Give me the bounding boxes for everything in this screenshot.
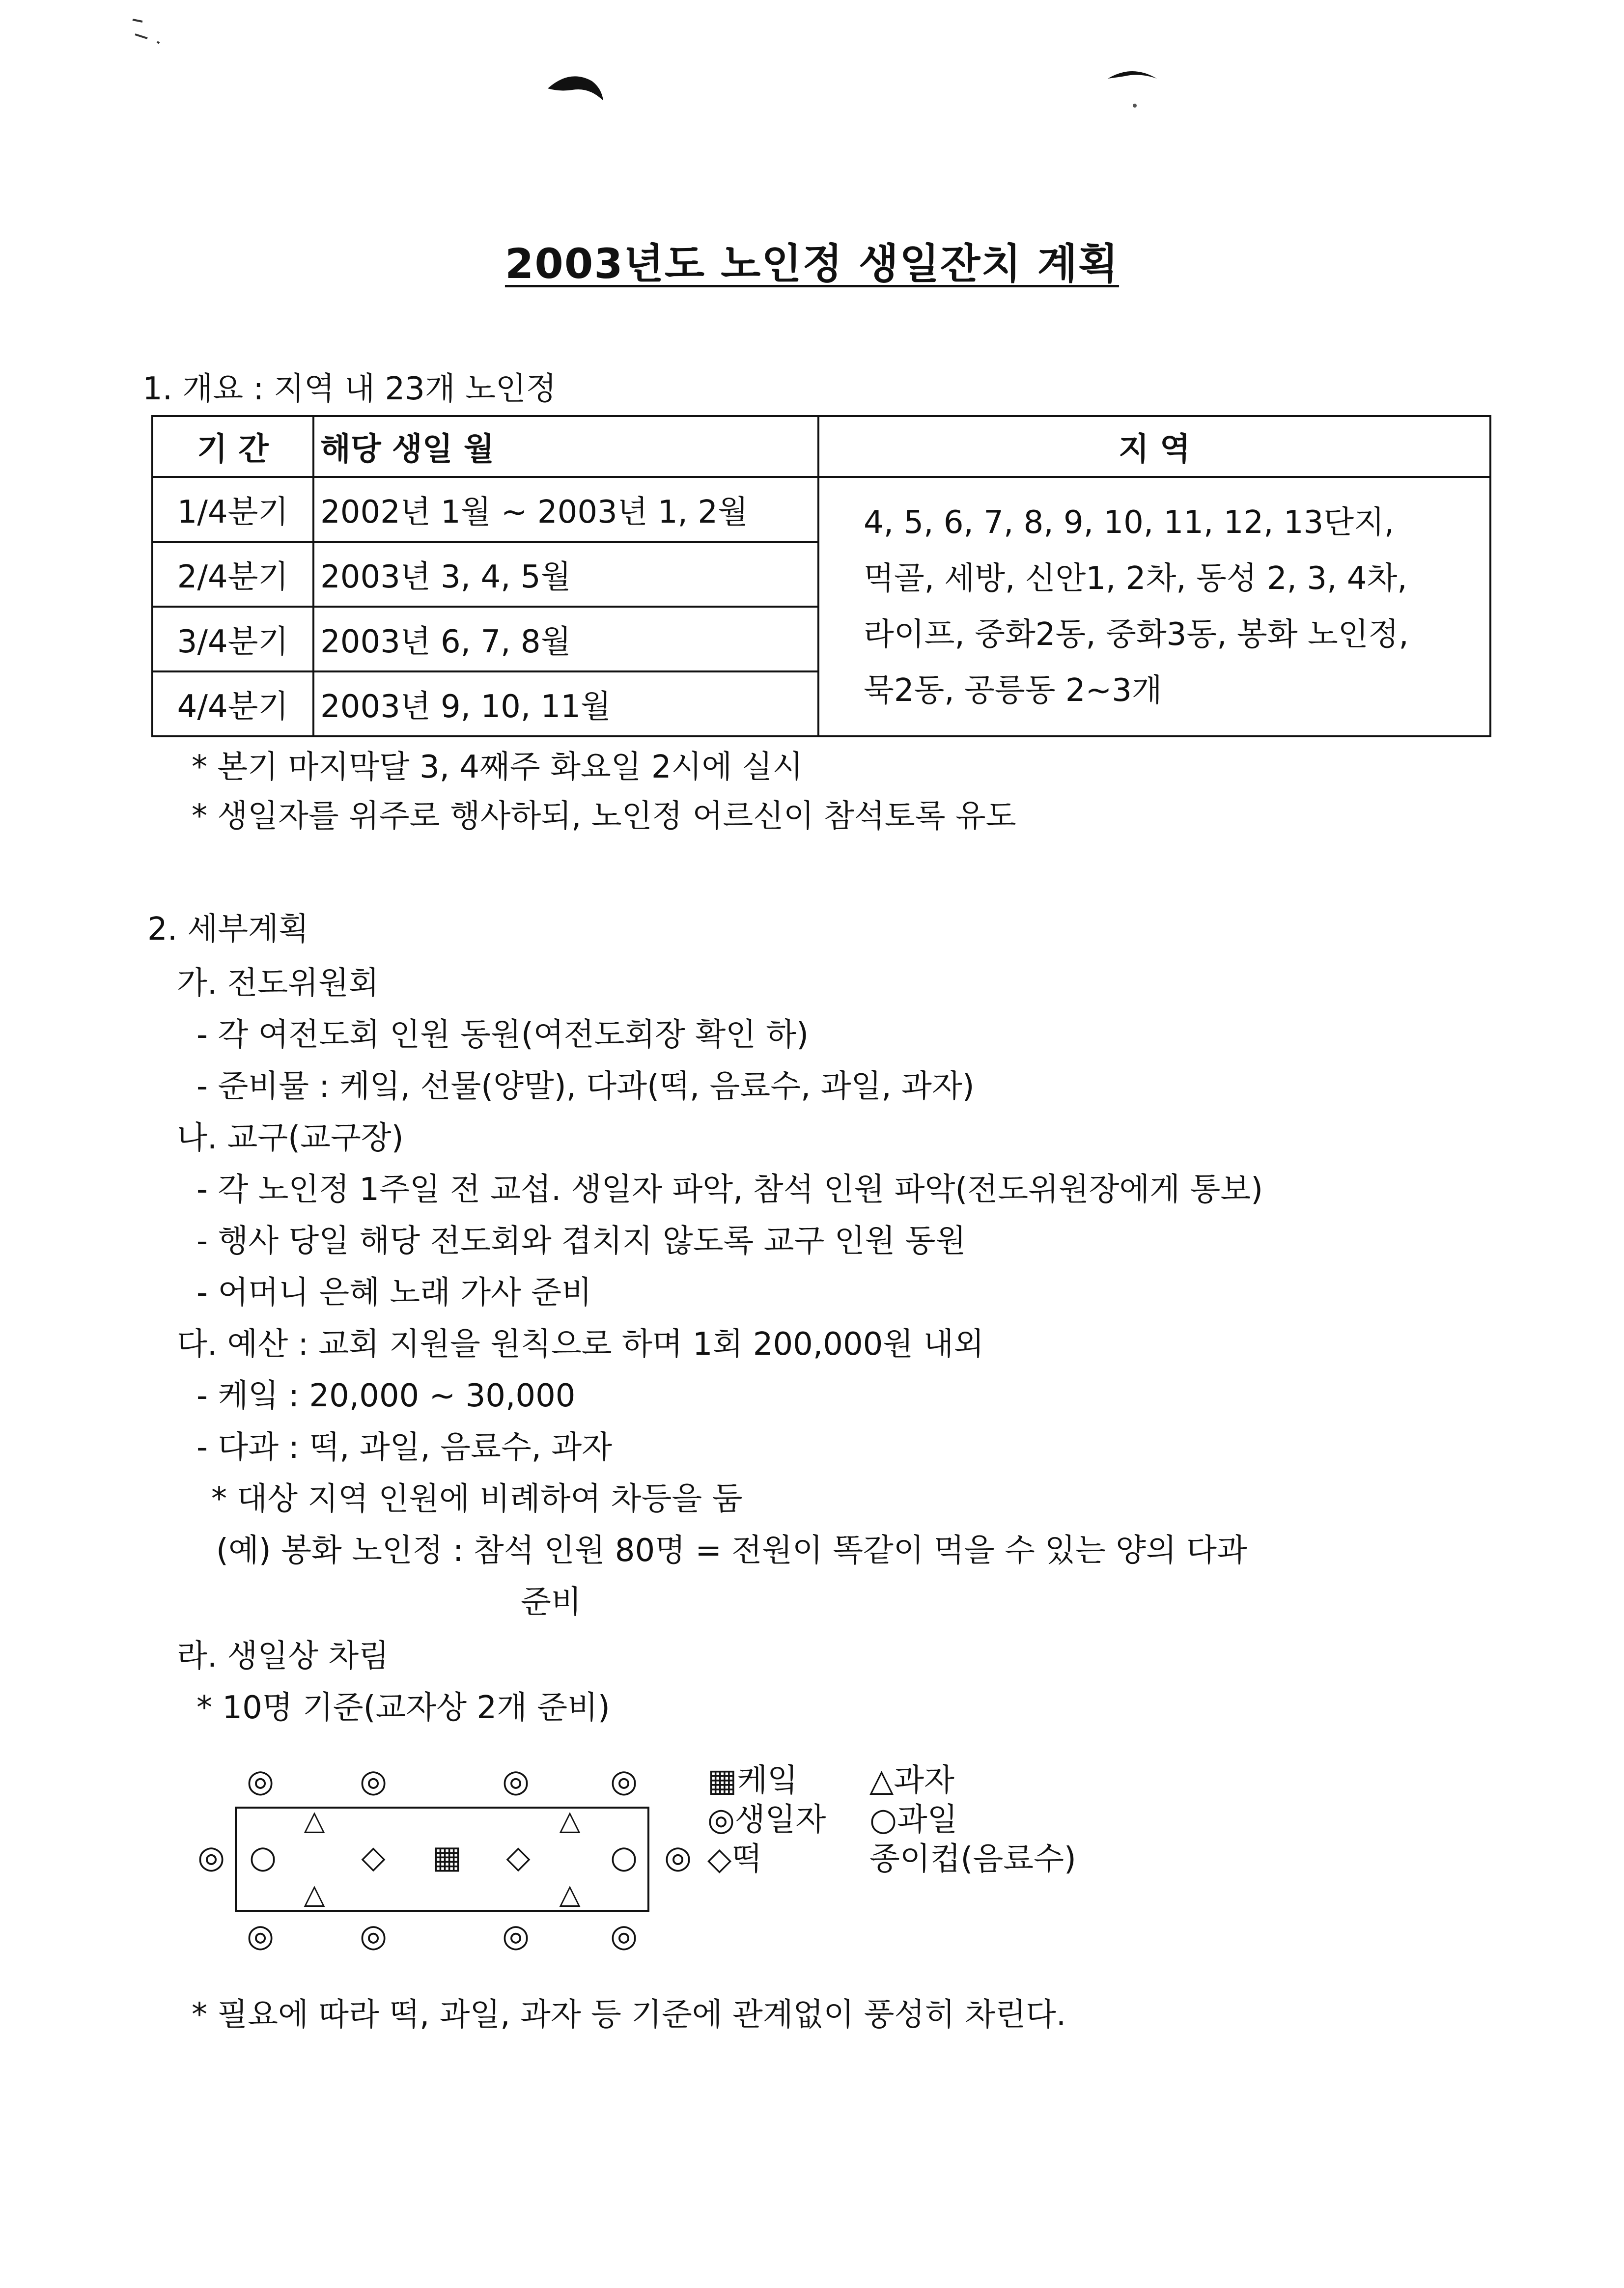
- birthday-person-seat: ◎: [197, 1839, 225, 1876]
- table-setting-diagram: [192, 1761, 698, 1957]
- months-cell: 2003년 3, 4, 5월: [313, 542, 818, 607]
- list-item: - 케잌 : 20,000 ~ 30,000: [196, 1378, 576, 1414]
- birthday-person-seat: ◎: [664, 1839, 692, 1876]
- birthday-person-seat: ◎: [360, 1918, 387, 1954]
- months-cell: 2003년 9, 10, 11월: [313, 671, 818, 736]
- header-period: 기 간: [152, 416, 313, 477]
- cake-symbol: ▦: [432, 1839, 462, 1876]
- subsection-heading: 다. 예산 : 교회 지원을 원칙으로 하며 1회 200,000원 내외: [177, 1326, 984, 1363]
- months-cell: 2003년 6, 7, 8월: [313, 607, 818, 671]
- list-item: - 각 여전도회 인원 동원(여전도회장 확인 하): [196, 1017, 809, 1053]
- binder-mark-left: [545, 66, 609, 106]
- snack-symbol: △: [559, 1878, 581, 1911]
- subsection-heading: 라. 생일상 차림: [177, 1638, 389, 1674]
- budget-note: * 대상 지역 인원에 비례하여 차등을 둠: [211, 1481, 743, 1517]
- budget-example: (예) 봉화 노인정 : 참석 인원 80명 = 전원이 똑같이 먹을 수 있는 양의 다과: [216, 1533, 1247, 1569]
- birthday-person-seat: ◎: [360, 1763, 387, 1800]
- table-row: [152, 477, 1490, 542]
- snack-symbol: △: [304, 1878, 325, 1911]
- region-line: 먹골, 세방, 신안1, 2차, 동성 2, 3, 4차,: [864, 560, 1407, 597]
- region-cell: [818, 477, 1490, 736]
- legend-paper-cup: 종이컵(음료수): [869, 1841, 1076, 1877]
- subsection-heading: 나. 교구(교구장): [177, 1120, 404, 1156]
- fruit-symbol: ○: [610, 1839, 638, 1876]
- legend-row: [707, 1840, 1076, 1879]
- birthday-person-seat: ◎: [502, 1763, 530, 1800]
- period-cell: 2/4분기: [152, 542, 313, 607]
- overview-note: * 본기 마지막달 3, 4째주 화요일 2시에 실시: [192, 749, 803, 785]
- overview-note: * 생일자를 위주로 행사하되, 노인정 어르신이 참석토록 유도: [192, 798, 1016, 835]
- period-cell: 3/4분기: [152, 607, 313, 671]
- birthday-person-seat: ◎: [247, 1763, 274, 1800]
- list-item: - 각 노인정 1주일 전 교섭. 생일자 파악, 참석 인원 파악(전도위원장에게 통보): [196, 1172, 1263, 1208]
- snack-symbol: △: [559, 1805, 581, 1837]
- legend-fruit: ○과일: [869, 1802, 958, 1838]
- rice-cake-symbol: ◇: [506, 1839, 531, 1876]
- header-region: 지 역: [818, 416, 1490, 477]
- region-line: 4, 5, 6, 7, 8, 9, 10, 11, 12, 13단지,: [864, 504, 1395, 541]
- legend-birthday-person: ◎생일자: [707, 1802, 826, 1838]
- legend-cake: ▦케잌: [707, 1762, 798, 1799]
- legend-row: [707, 1800, 1032, 1840]
- scan-mark-top-left: [128, 15, 172, 49]
- legend-row: [707, 1761, 1032, 1800]
- birthday-person-seat: ◎: [247, 1918, 274, 1954]
- legend-rice-cake: ◇떡: [707, 1841, 762, 1877]
- period-cell: 4/4분기: [152, 671, 313, 736]
- subsection-heading: 가. 전도위원회: [177, 965, 379, 1002]
- rice-cake-symbol: ◇: [361, 1839, 386, 1876]
- period-cell: 1/4분기: [152, 477, 313, 542]
- schedule-table: [151, 415, 1491, 737]
- months-cell: 2002년 1월 ~ 2003년 1, 2월: [313, 477, 818, 542]
- snack-symbol: △: [304, 1805, 325, 1837]
- region-line: 라이프, 중화2동, 중화3동, 봉화 노인정,: [864, 616, 1409, 653]
- birthday-person-seat: ◎: [610, 1763, 638, 1800]
- overview-heading: 1. 개요 : 지역 내 23개 노인정: [142, 371, 557, 407]
- birthday-person-seat: ◎: [610, 1918, 638, 1954]
- birthday-person-seat: ◎: [502, 1918, 530, 1954]
- detail-heading: 2. 세부계획: [147, 911, 309, 948]
- binder-mark-right: [1105, 64, 1164, 113]
- list-item: - 준비물 : 케잌, 선물(양말), 다과(떡, 음료수, 과일, 과자): [196, 1068, 975, 1105]
- list-item: - 어머니 은혜 노래 가사 준비: [196, 1275, 592, 1311]
- header-birth-months: 해당 생일 월: [313, 416, 818, 477]
- budget-example-cont: 준비: [521, 1584, 582, 1620]
- list-item: - 행사 당일 해당 전도회와 겹치지 않도록 교구 인원 동원: [196, 1223, 966, 1259]
- fruit-symbol: ○: [249, 1839, 277, 1876]
- document-title: 2003년도 노인정 생일잔치 계획: [504, 240, 1120, 288]
- list-item: - 다과 : 떡, 과일, 음료수, 과자: [196, 1429, 612, 1466]
- diagram-legend: [707, 1761, 1076, 1879]
- footer-note: * 필요에 따라 떡, 과일, 과자 등 기준에 관계없이 풍성히 차린다.: [192, 1997, 1066, 2033]
- legend-snack: △과자: [869, 1762, 954, 1799]
- region-line: 묵2동, 공릉동 2~3개: [864, 672, 1162, 709]
- table-setting-note: * 10명 기준(교자상 2개 준비): [196, 1690, 610, 1726]
